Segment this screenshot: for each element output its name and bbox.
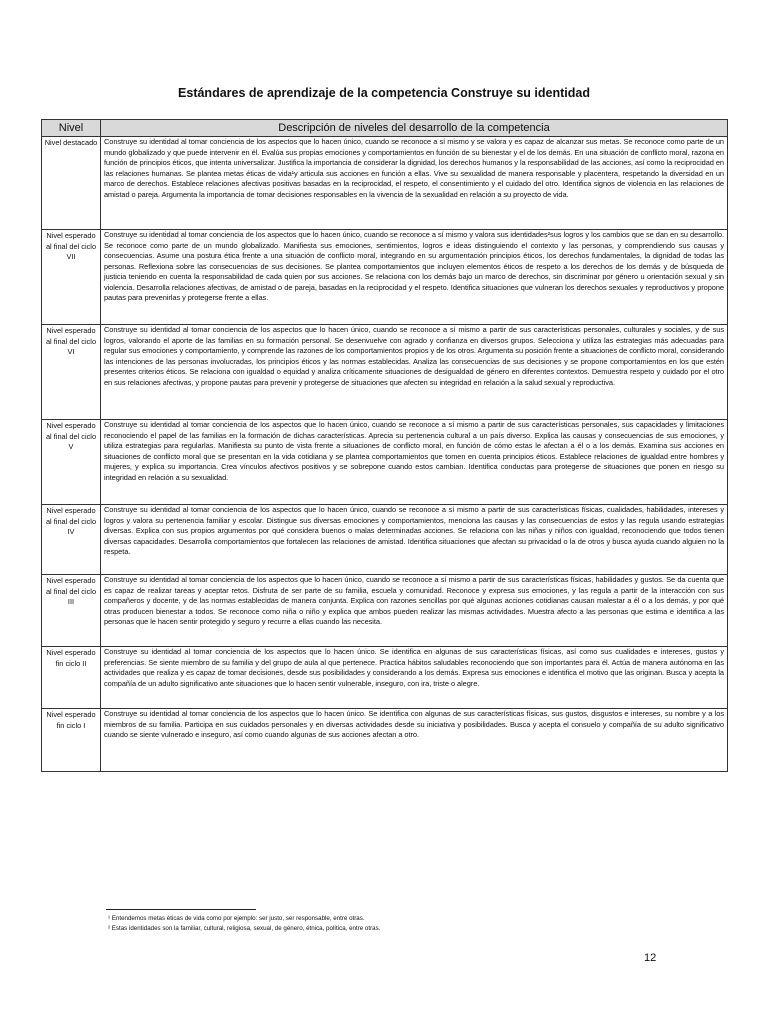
page-number: 12 (644, 952, 657, 964)
level-cell: Nivel esperado al final del ciclo III (42, 575, 101, 647)
description-cell: Construye su identidad al tomar conciencia de los aspectos que lo hacen único, cuando se reconoce a sí mismo y se valora y es capaz de alcanzar sus metas. Se reconoce como parte de un mundo globalizado y que puede intervenir en él. Evalúa sus propias emociones y comportamientos en función de su bienestar y el de los demás. En una situación de conflicto moral, razona en función de principios éticos, que intenta universalizar. Justifica la importancia de considerar la dignidad, los derechos humanos y la responsabilidad de las acciones, así como la reciprocidad en las relaciones humanas. Se plantea metas éticas de vida¹y articula sus acciones en función a ellas. Vive su sexualidad de manera responsable y placentera, respetando la diversidad en un marco de derechos. Establece relaciones afectivas positivas basadas en la reciprocidad, el respeto, el consentimiento y el cuidado del otro. Identifica signos de violencia en las relaciones de amistad o pareja. Argumenta la importancia de tomar decisiones responsables en la vivencia de la sexualidad en relación a su proyecto de vida. (101, 137, 728, 230)
description-cell: Construye su identidad al tomar conciencia de los aspectos que lo hacen único, cuando se reconoce a sí mismo a partir de sus características físicas, cualidades, habilidades, intereses y logros y valora su pertenencia familiar y escolar. Distingue sus diversas emociones y comportamientos, menciona las causas y las consecuencias de estos y las regula usando estrategias diversas. Explica con sus propios argumentos por qué considera buenos o malas determinadas acciones. Se relaciona con las niñas y niños con igualdad, reconociendo que todos tienen diversas capacidades. Desarrolla comportamientos que fortalecen las relaciones de amistad. Identifica situaciones que afectan su privacidad o la de otros y busca ayuda cuando alguien no la respeta. (101, 505, 728, 575)
level-cell: Nivel esperado al final del ciclo VI (42, 325, 101, 420)
table-row (42, 575, 728, 647)
table-row (42, 709, 728, 772)
table-row (42, 647, 728, 709)
footnotes (108, 914, 668, 934)
table-row (42, 420, 728, 505)
header-description: Descripción de niveles del desarrollo de la competencia (101, 120, 728, 137)
description-cell: Construye su identidad al tomar conciencia de los aspectos que lo hacen único, cuando se reconoce a sí mismo a partir de sus características personales, sus capacidades y limitaciones reconociendo el papel de las familias en la formación de dichas características. Aprecia su pertenencia cultural a un país diverso. Explica las causas y consecuencias de sus emociones, y utiliza estrategias para regularlas. Manifiesta su punto de vista frente a situaciones de conflicto moral, en función de cómo estas le afectan a él o a los demás. Examina sus acciones en situaciones de conflicto moral que se presentan en la vida cotidiana y se plantea comportamientos que tomen en cuenta principios éticos. Establece relaciones de igualdad entre hombres y mujeres, y explica su importancia. Crea vínculos afectivos positivos y se sobrepone cuando estos cambian. Identifica conductas para protegerse de situaciones que ponen en riesgo su integridad en relación a su sexualidad. (101, 420, 728, 505)
table-row (42, 325, 728, 420)
level-cell: Nivel esperado fin ciclo II (42, 647, 101, 709)
level-cell: Nivel esperado al final del ciclo V (42, 420, 101, 505)
standards-table (41, 119, 728, 772)
header-level: Nivel (42, 120, 101, 137)
document-title: Estándares de aprendizaje de la competencia Construye su identidad (178, 86, 590, 100)
description-cell: Construye su identidad al tomar conciencia de los aspectos que lo hacen único. Se identifica con algunas de sus características físicas, sus gustos, disgustos e intereses, su nombre y a los miembros de su familia. Participa en sus cuidados personales y en diversas actividades desde su iniciativa y posibilidades. Busca y acepta el consuelo y compañía de su adulto significativo cuando se siente vulnerado e inseguro, así como cuando algunas de sus acciones afectan a otro. (101, 709, 728, 772)
level-cell: Nivel esperado al final del ciclo IV (42, 505, 101, 575)
table-row (42, 137, 728, 230)
table-row (42, 230, 728, 325)
level-cell: Nivel destacado (42, 137, 101, 230)
footnote-divider (106, 909, 256, 910)
description-cell: Construye su identidad al tomar conciencia de los aspectos que lo hacen único, cuando se reconoce a sí mismo y valora sus identidades²sus logros y los cambios que se dan en su desarrollo. Se reconoce como parte de un mundo globalizado. Manifiesta sus emociones, sentimientos, logros e ideas distinguiendo el contexto y las personas, y comprendiendo sus causas y consecuencias. Asume una postura ética frente a una situación de conflicto moral, integrando en su argumentación principios éticos, los derechos fundamentales, la dignidad de todas las personas. Reflexiona sobre las consecuencias de sus decisiones. Se plantea comportamientos que incluyen elementos éticos de respeto a los derechos de los demás y de búsqueda de justicia teniendo en cuenta la responsabilidad de cada quien por sus acciones. Se relaciona con los demás bajo un marco de derechos, sin discriminar por género u orientación sexual y sin violencia. Desarrolla relaciones afectivas, de amistad o de pareja, basadas en la reciprocidad y el respeto. Identifica situaciones que vulneran los derechos sexuales y reproductivos y propone pautas para prevenirlas y protegerse frente a ellas. (101, 230, 728, 325)
table-row (42, 505, 728, 575)
footnote-1: ¹ Entendemos metas éticas de vida como por ejemplo: ser justo, ser responsable, entre otras. (108, 915, 365, 922)
level-cell: Nivel esperado al final del ciclo VII (42, 230, 101, 325)
description-cell: Construye su identidad al tomar conciencia de los aspectos que lo hacen único, cuando se reconoce a sí mismo a partir de sus características físicas, habilidades y gustos. Se da cuenta que es capaz de realizar tareas y aceptar retos. Disfruta de ser parte de su familia, escuela y comunidad. Reconoce y expresa sus emociones, y las regula a partir de la interacción con sus compañeros y docente, y de las normas establecidas de manera conjunta. Explica con razones sencillas por qué algunas acciones cotidianas causan malestar a él o a los demás, y por qué otras producen bienestar a todos. Se reconoce como niña o niño y explica que ambos pueden realizar las mismas actividades. Muestra afecto a las personas que estima e identifica a las personas que le hacen sentir protegido y seguro y recurre a ellas cuando las necesita. (101, 575, 728, 647)
table-header-row (42, 120, 728, 137)
level-cell: Nivel esperado fin ciclo I (42, 709, 101, 772)
description-cell: Construye su identidad al tomar conciencia de los aspectos que lo hacen único, cuando se reconoce a sí mismo a partir de sus características personales, culturales y sociales, y de sus logros, valorando el aporte de las familias en su formación personal. Se desenvuelve con agrado y confianza en diversos grupos. Selecciona y utiliza las estrategias más adecuadas para regular sus emociones y comportamiento, y comprende las razones de los comportamientos propios y de los otros. Argumenta su posición frente a situaciones de conflicto moral, considerando las intenciones de las personas involucradas, los principios éticos y las normas establecidas. Analiza las consecuencias de sus decisiones y se propone comportamientos en los que estén presentes criterios éticos. Se relaciona con igualdad o equidad y analiza críticamente situaciones de desigualdad de género en diferentes contextos. Demuestra respeto y cuidado por el otro en sus relaciones afectivas, y propone pautas para prevenir y protegerse de situaciones que afecten su integridad en relación a la salud sexual y reproductiva. (101, 325, 728, 420)
description-cell: Construye su identidad al tomar conciencia de los aspectos que lo hacen único. Se identifica en algunas de sus características físicas, así como sus cualidades e intereses, gustos y preferencias. Se siente miembro de su familia y del grupo de aula al que pertenece. Practica hábitos saludables reconociendo que son importantes para él. Actúa de manera autónoma en las actividades que realiza y es capaz de tomar decisiones, desde sus posibilidades y considerando a los demás. Expresa sus emociones e identifica el motivo que las originan. Busca y acepta la compañía de un adulto significativo ante situaciones que lo hacen sentir vulnerable, inseguro, con ira, triste o alegre. (101, 647, 728, 709)
footnote-2: ² Estas identidades son la familiar, cultural, religiosa, sexual, de género, étnica, política, entre otras. (108, 925, 381, 932)
